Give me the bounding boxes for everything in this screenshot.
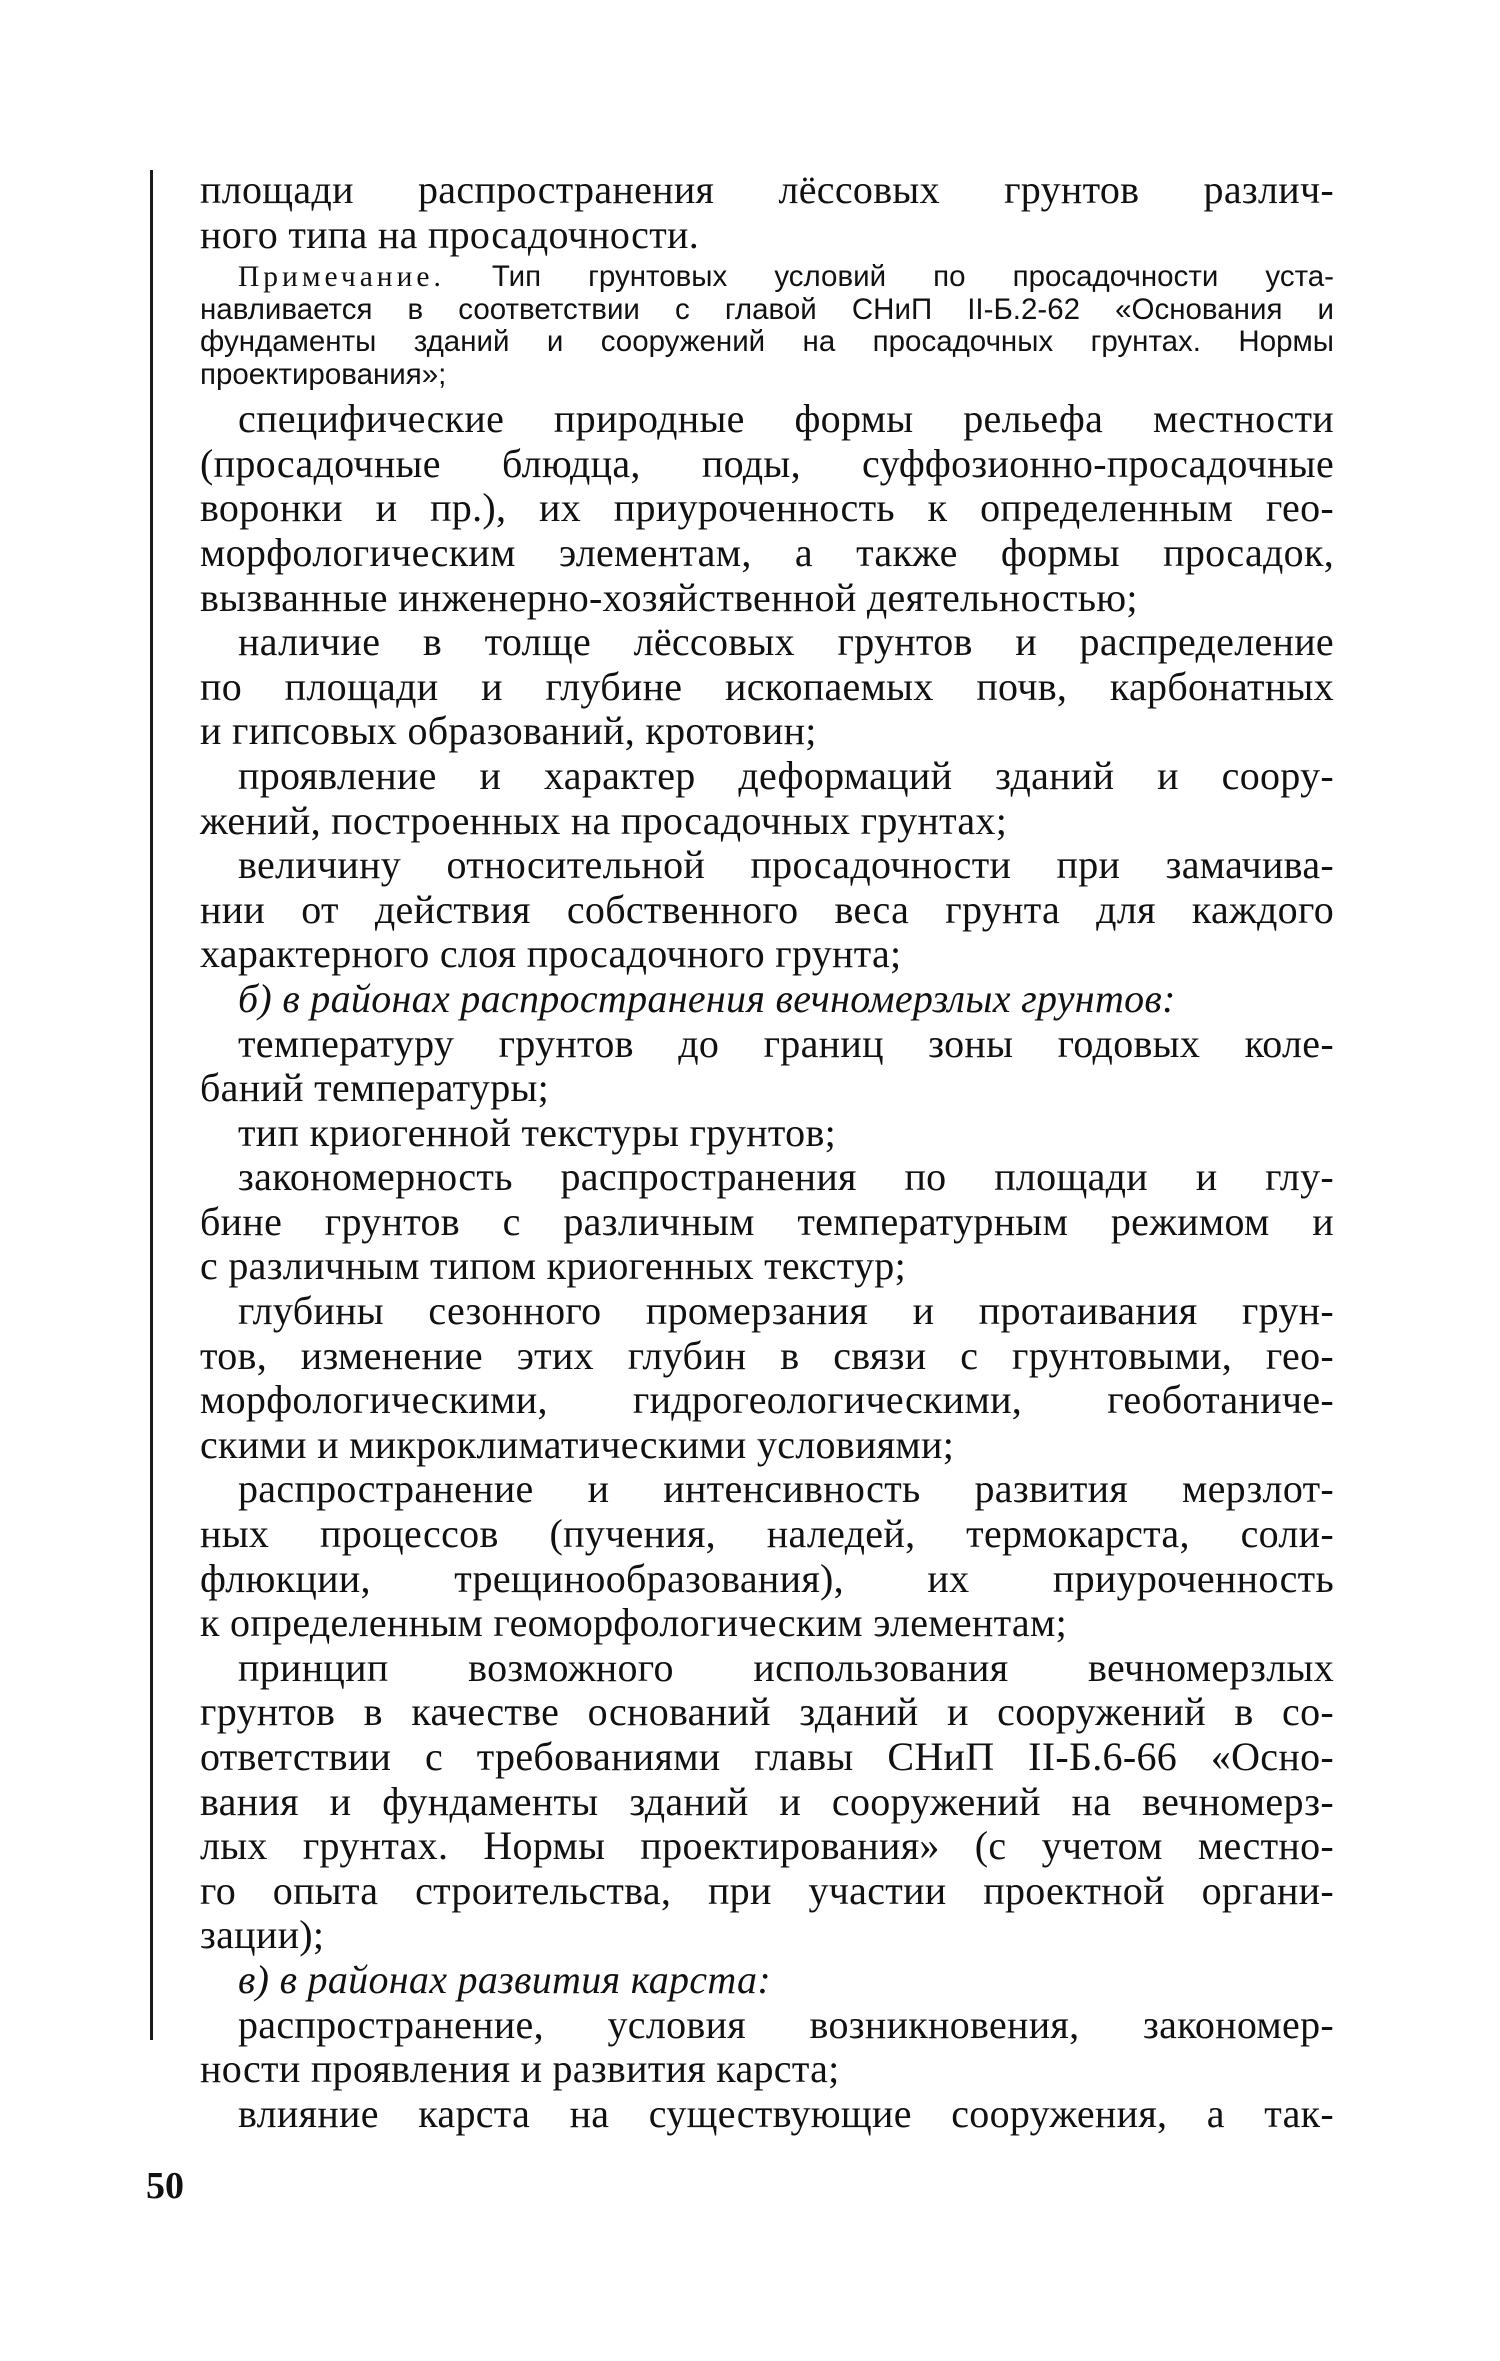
text-line: площади распространения лёссовых грунтов различ- xyxy=(200,167,1334,212)
text-line: ответствии с требованиями главы СНиП II-Б.6-66 «Осно- xyxy=(200,1734,1334,1779)
paragraph xyxy=(200,1467,1334,1645)
margin-rule xyxy=(150,170,153,2040)
text-line: тов, изменение этих глубин в связи с грунтовыми, гео- xyxy=(200,1332,1334,1378)
text-line: (просадочные блюдца, поды, суффозионно-просадочные xyxy=(200,440,1334,486)
paragraph xyxy=(200,1111,1334,1156)
text-line: лых грунтах. Нормы проектирования» (с учетом местно- xyxy=(200,1823,1334,1869)
text-line: скими и микроклиматическими условиями; xyxy=(200,1421,955,1467)
text-line: нии от действия собственного веса грунта для каждого xyxy=(200,886,1334,932)
text-line: наличие в толще лёссовых грунтов и распределение xyxy=(238,619,1334,665)
text-line: и гипсовых образований, кротовин; xyxy=(200,708,817,754)
paragraph xyxy=(200,843,1334,977)
text-line: величину относительной просадочности при замачива- xyxy=(238,842,1334,888)
section-b-paragraphs xyxy=(200,1022,1334,1958)
text-line: вызванные инженерно-хозяйственной деятельностью; xyxy=(200,574,1138,620)
text-line: ности проявления и развития карста; xyxy=(200,2046,840,2092)
section-heading: б) в районах распространения вечномерзлых грунтов: xyxy=(238,975,1176,1021)
text-line: распространение, условия возникновения, закономер- xyxy=(238,2001,1334,2047)
page-number: 50 xyxy=(146,2165,184,2207)
paragraph xyxy=(200,620,1334,754)
text-line: морфологическими, гидрогеологическими, геоботаниче- xyxy=(200,1377,1334,1423)
paragraph xyxy=(200,2003,1334,2092)
paragraph xyxy=(200,1289,1334,1467)
section-c-paragraphs xyxy=(200,2003,1334,2137)
text-line: проявление и характер деформаций зданий и соору- xyxy=(238,752,1334,798)
section-c-heading xyxy=(200,1958,1334,2003)
paragraph xyxy=(200,1022,1334,1111)
text-line: по площади и глубине ископаемых почв, карбонатных xyxy=(200,663,1334,709)
note-line: навливается в соответствии с главой СНиП II-Б.2-62 «Основания и xyxy=(200,292,1334,326)
section-heading: в) в районах развития карста: xyxy=(238,1956,771,2002)
text-line: закономерность распространения по площади и глу- xyxy=(238,1154,1334,1200)
text-line: температуру грунтов до границ зоны годовых коле- xyxy=(238,1020,1334,1066)
paragraph xyxy=(200,754,1334,843)
note-line: проектирования»; xyxy=(200,357,447,391)
paragraph xyxy=(200,1646,1334,1958)
text-line: бине грунтов с различным температурным режимом и xyxy=(200,1198,1334,1244)
text-line: влияние карста на существующие сооружения, а так- xyxy=(238,2090,1334,2136)
note-first-line xyxy=(200,261,1334,294)
text-line: тип криогенной текстуры грунтов; xyxy=(238,1109,837,1155)
paragraph xyxy=(200,1155,1334,1289)
text-line: жений, построенных на просадочных грунтах; xyxy=(200,797,1008,843)
text-line: принцип возможного использования вечномерзлых xyxy=(238,1644,1334,1690)
text-line: специфические природные формы рельефа местности xyxy=(238,396,1334,442)
text-line: флюкции, трещинообразования), их приуроченность xyxy=(200,1555,1334,1601)
text-line: ных процессов (пучения, наледей, термокарста, соли- xyxy=(200,1511,1334,1557)
paragraph xyxy=(200,397,1334,620)
section-b-heading xyxy=(200,977,1334,1022)
text-line: морфологическим элементам, а также формы просадок, xyxy=(200,529,1334,575)
page-body xyxy=(200,168,1334,2136)
text-line: к определенным геоморфологическим элементам; xyxy=(200,1600,1067,1646)
intro-paragraph xyxy=(200,168,1334,257)
text-line: вания и фундаменты зданий и сооружений на вечномерз- xyxy=(200,1778,1334,1824)
paragraph xyxy=(200,2092,1334,2137)
text-line: грунтов в качестве оснований зданий и сооружений в со- xyxy=(200,1689,1334,1735)
text-line: с различным типом криогенных текстур; xyxy=(200,1243,906,1289)
note-label: Примечание. xyxy=(238,261,445,294)
note-line: фундаменты зданий и сооружений на просадочных грунтах. Нормы xyxy=(200,325,1334,359)
note-block xyxy=(200,261,1334,391)
text-line: распространение и интенсивность развития мерзлот- xyxy=(238,1466,1334,1512)
text-line: го опыта строительства, при участии проектной органи- xyxy=(200,1867,1334,1913)
text-line: глубины сезонного промерзания и протаивания грун- xyxy=(238,1288,1334,1334)
section-a-paragraphs xyxy=(200,397,1334,977)
text-line: зации); xyxy=(200,1912,325,1958)
text-line: воронки и пр.), их приуроченность к определенным гео- xyxy=(200,485,1334,531)
note-text: Тип грунтовых условий по просадочности уста- xyxy=(491,260,1334,294)
text-line: баний температуры; xyxy=(200,1065,550,1111)
text-line: ного типа на просадочности. xyxy=(200,211,699,257)
text-line: характерного слоя просадочного грунта; xyxy=(200,931,902,977)
